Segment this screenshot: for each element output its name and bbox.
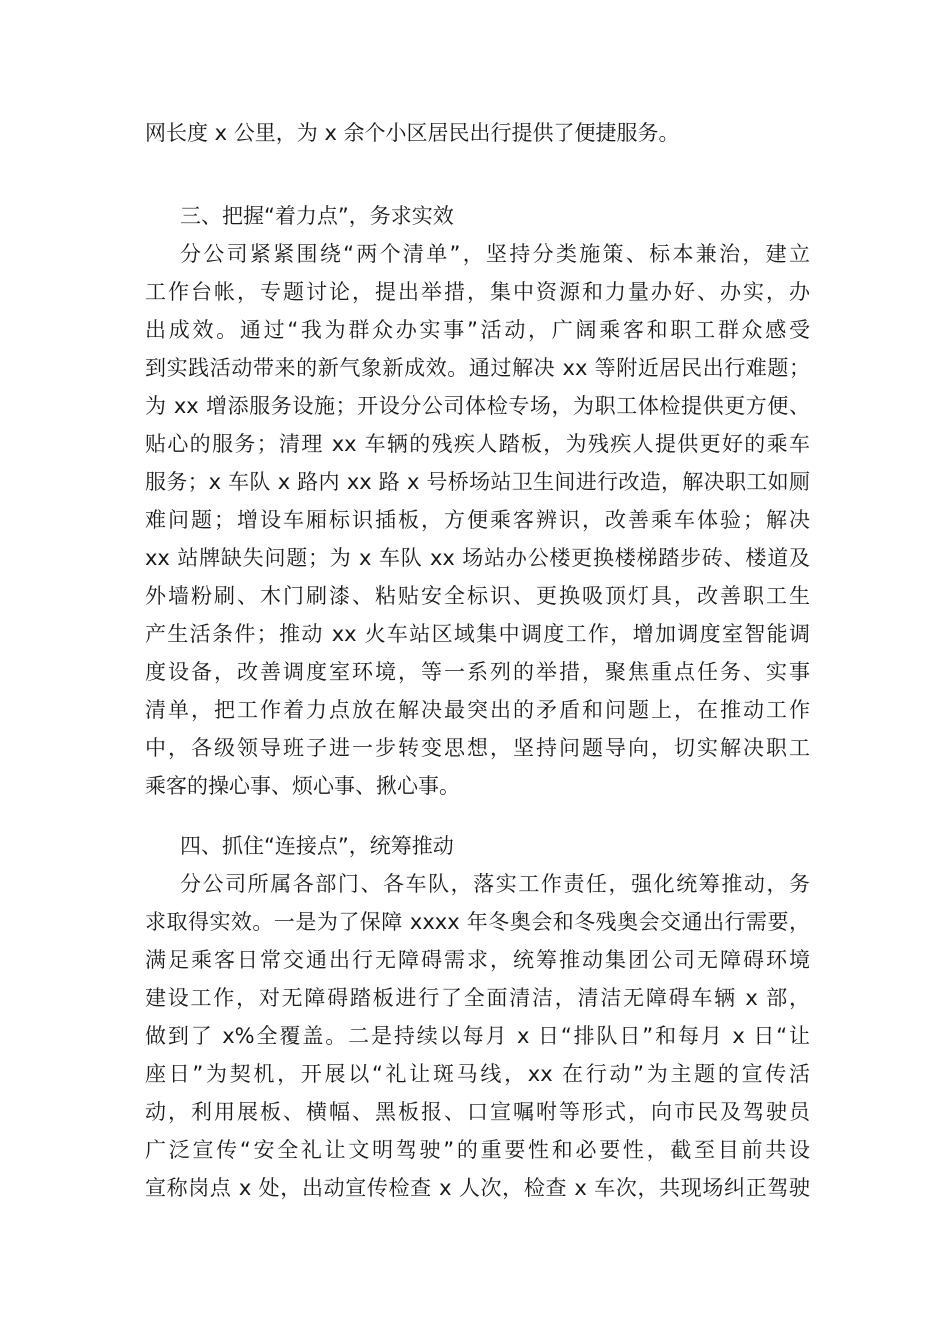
section-heading-4: 四、抓住“连接点”，统筹推动: [180, 834, 454, 858]
paragraph-line: 动，利用展板、横幅、黑板报、口宣嘱咐等形式，向市民及驾驶员: [145, 1100, 810, 1124]
paragraph-line: 度设备，改善调度室环境，等一系列的举措，聚焦重点任务、实事: [145, 660, 810, 684]
paragraph-line: 满足乘客日常交通出行无障碍需求，统筹推动集团公司无障碍环境: [145, 948, 810, 972]
paragraph-line: 清单，把工作着力点放在解决最突出的矛盾和问题上，在推动工作: [145, 698, 810, 722]
paragraph-line: 乘客的操心事、烦心事、揪心事。: [145, 774, 460, 798]
paragraph-line: 产生活条件；推动 xx 火车站区域集中调度工作，增加调度室智能调: [145, 622, 810, 646]
paragraph-line: 为 xx 增添服务设施；开设分公司体检专场，为职工体检提供更方便、: [145, 394, 810, 418]
paragraph-line: 出成效。通过“我为群众办实事”活动，广阔乘客和职工群众感受: [145, 318, 810, 342]
paragraph-line: 难问题；增设车厢标识插板，方便乘客辨识，改善乘车体验；解决: [145, 508, 810, 532]
paragraph-line: 宣称岗点 x 处，出动宣传检查 x 人次，检查 x 车次，共现场纠正驾驶: [145, 1176, 810, 1200]
paragraph-line: 做到了 x%全覆盖。二是持续以每月 x 日“排队日”和每月 x 日“让: [145, 1024, 810, 1048]
section-heading-3: 三、把握“着力点”，务求实效: [180, 204, 454, 228]
paragraph-line: 广泛宣传“安全礼让文明驾驶”的重要性和必要性，截至目前共设: [145, 1138, 810, 1162]
paragraph-line: 求取得实效。一是为了保障 xxxx 年冬奥会和冬残奥会交通出行需要，: [145, 910, 810, 934]
paragraph-line: 座日”为契机，开展以“礼让斑马线，xx 在行动”为主题的宣传活: [145, 1062, 810, 1086]
paragraph-line: 分公司紧紧围绕“两个清单”，坚持分类施策、标本兼治，建立: [180, 242, 810, 266]
paragraph-line: 外墙粉刷、木门刷漆、粘贴安全标识、更换吸顶灯具，改善职工生: [145, 584, 810, 608]
paragraph-line: 服务；x 车队 x 路内 xx 路 x 号桥场站卫生间进行改造，解决职工如厕: [145, 470, 810, 494]
paragraph-line: 建设工作，对无障碍踏板进行了全面清洁，清洁无障碍车辆 x 部，: [145, 986, 810, 1010]
paragraph-line: 工作台帐，专题讨论，提出举措，集中资源和力量办好、办实，办: [145, 280, 810, 304]
paragraph-line: 贴心的服务；清理 xx 车辆的残疾人踏板，为残疾人提供更好的乘车: [145, 432, 810, 456]
paragraph-line: xx 站牌缺失问题；为 x 车队 xx 场站办公楼更换楼梯踏步砖、楼道及: [145, 546, 810, 570]
paragraph-line: 中，各级领导班子进一步转变思想，坚持问题导向，切实解决职工: [145, 736, 810, 760]
paragraph-line: 网长度 x 公里，为 x 余个小区居民出行提供了便捷服务。: [145, 121, 680, 145]
paragraph-line: 到实践活动带来的新气象新成效。通过解决 xx 等附近居民出行难题；: [145, 356, 810, 380]
paragraph-line: 分公司所属各部门、各车队，落实工作责任，强化统筹推动，务: [180, 872, 810, 896]
